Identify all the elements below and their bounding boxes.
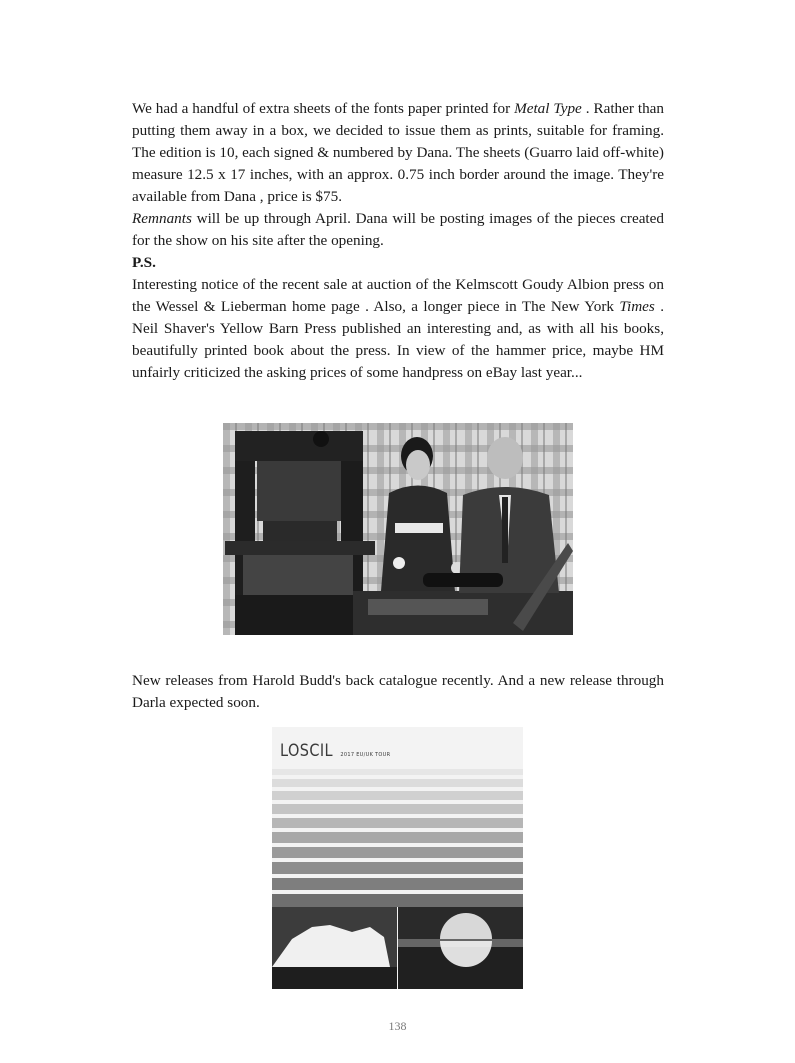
press-photo: [223, 423, 573, 635]
body-text-top: [132, 98, 664, 384]
show-title: Remnants: [132, 210, 192, 227]
text: . Neil Shaver's Yellow Barn Press published an interesting and, as with all his books, beautifully printed book about the press. In view of the hammer price, maybe HM unfairly criticized the asking prices of some handpress on eBay last year...: [132, 298, 665, 381]
text: . Rather than putting them away in a box, we decided to issue them as prints, suitable for framing. The edition is 10, each signed & numbered by Dana. The sheets (Guarro laid off-white) measure 12.5 x 17 inches, with an approx. 0.75 inch border around the image. They're available from Dana , price is $75.: [132, 100, 665, 205]
paragraph-metal-type: [132, 98, 664, 208]
paragraph-kelmscott: [132, 274, 664, 384]
album-artist: LOSCIL: [280, 741, 334, 761]
body-text-bottom: [132, 670, 664, 714]
text: We had a handful of extra sheets of the fonts paper printed for: [132, 100, 515, 117]
paragraph-remnants: [132, 208, 664, 252]
book-title: Metal Type: [514, 100, 582, 117]
ps-heading: P.S.: [132, 254, 156, 271]
press-photo-illustration: [223, 423, 573, 635]
album-cover: [272, 727, 523, 989]
album-title: [280, 741, 390, 761]
text: will be up through April. Dana will be posting images of the pieces created for the show on his site after the opening.: [132, 210, 664, 249]
album-subtitle: 2017 EU/UK TOUR: [340, 752, 391, 758]
page-number: 138: [388, 1019, 407, 1033]
album-cover-art: [272, 727, 523, 989]
paragraph-harold-budd: New releases from Harold Budd's back catalogue recently. And a new release through Darla expected soon.: [132, 672, 664, 711]
text: Interesting notice of the recent sale at auction of the Kelmscott Goudy Albion press on the Wessel & Lieberman home page . Also, a longer piece in The New York: [132, 276, 664, 315]
newspaper-title: Times: [619, 298, 655, 315]
